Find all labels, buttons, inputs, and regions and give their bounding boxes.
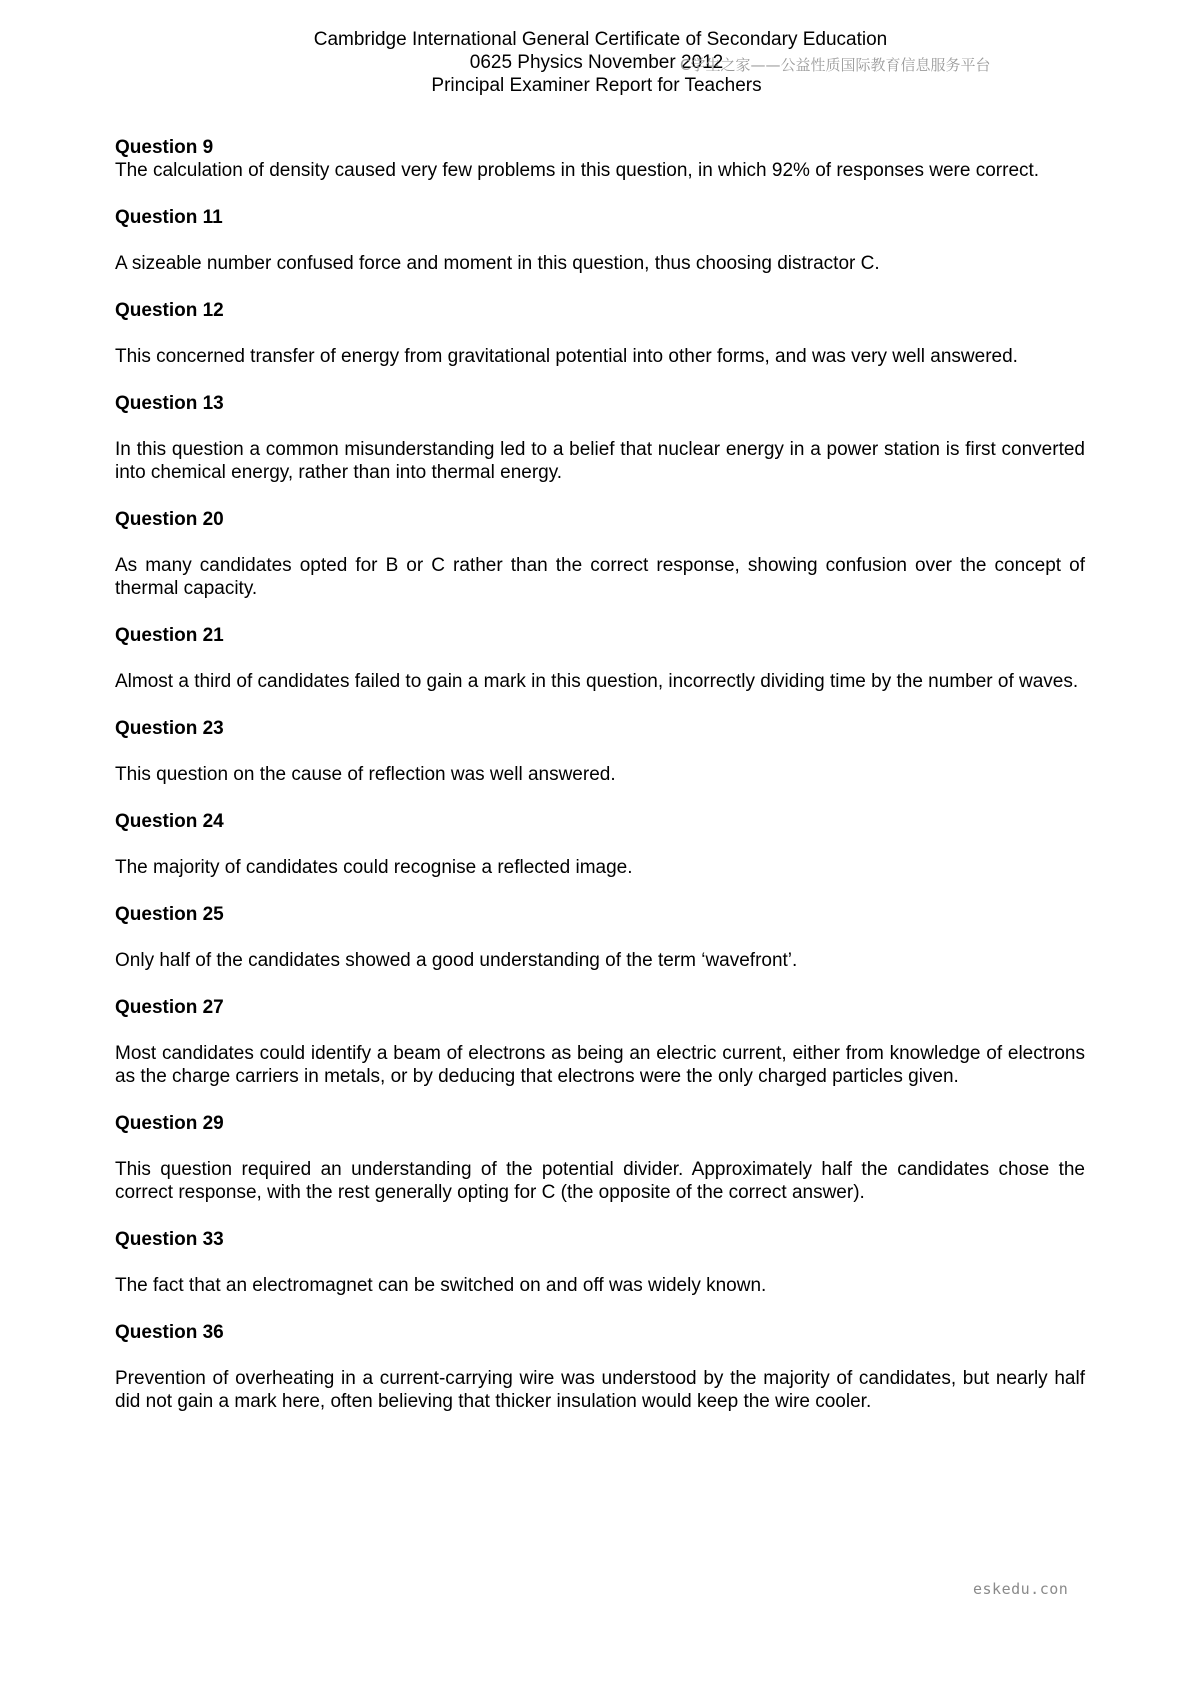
- question-section: [115, 299, 1085, 368]
- question-comment: A sizeable number confused force and moment in this question, thus choosing distractor C.: [115, 253, 880, 274]
- question-comment: This concerned transfer of energy from gravitational potential into other forms, and was very well answered.: [115, 346, 1018, 367]
- question-heading: Question 21: [115, 625, 224, 646]
- question-section: [115, 136, 1085, 182]
- question-heading: Question 23: [115, 718, 224, 739]
- question-comment: Only half of the candidates showed a good understanding of the term ‘wavefront’.: [115, 950, 798, 971]
- question-heading: Question 36: [115, 1322, 224, 1343]
- question-section: [115, 206, 1085, 275]
- question-heading: Question 20: [115, 509, 224, 530]
- question-comment: The calculation of density caused very few problems in this question, in which 92% of responses were correct.: [115, 160, 1040, 181]
- question-section: [115, 508, 1085, 600]
- question-heading: Question 25: [115, 904, 224, 925]
- question-section: [115, 1228, 1085, 1297]
- question-comment: Prevention of overheating in a current-carrying wire was understood by the majority of candidates, but nearly half did not gain a mark here, often believing that thicker insulation would keep the wire cooler.: [115, 1368, 1085, 1412]
- question-section: [115, 392, 1085, 484]
- question-section: [115, 717, 1085, 786]
- question-section: [115, 1112, 1085, 1204]
- header-report-type: Principal Examiner Report for Teachers: [431, 75, 762, 96]
- question-heading: Question 24: [115, 811, 224, 832]
- page-header: [0, 28, 1191, 97]
- header-watermark: C学生之家——公益性质国际教育信息服务平台: [680, 56, 991, 74]
- question-comment: The fact that an electromagnet can be switched on and off was widely known.: [115, 1275, 767, 1296]
- question-comment: Almost a third of candidates failed to gain a mark in this question, incorrectly dividing time by the number of waves.: [115, 671, 1079, 692]
- question-heading: Question 13: [115, 393, 224, 414]
- question-comment: In this question a common misunderstanding led to a belief that nuclear energy in a power station is first converted into chemical energy, rather than into thermal energy.: [115, 439, 1085, 483]
- footer-site-mark: eskedu.con: [973, 1580, 1069, 1598]
- question-heading: Question 11: [115, 207, 223, 228]
- header-title: Cambridge International General Certificate of Secondary Education: [313, 29, 888, 50]
- question-heading: Question 27: [115, 997, 224, 1018]
- question-heading: Question 33: [115, 1229, 224, 1250]
- question-comment: The majority of candidates could recognise a reflected image.: [115, 857, 633, 878]
- header-subject: 0625 Physics November 2012: [469, 52, 724, 73]
- question-comment: This question required an understanding of the potential divider. Approximately half the candidates chose the correct response, with the rest generally opting for C (the opposite of the correct answer).: [115, 1159, 1085, 1203]
- question-comment: As many candidates opted for B or C rather than the correct response, showing confusion over the concept of thermal capacity.: [115, 555, 1085, 599]
- question-comment: Most candidates could identify a beam of electrons as being an electric current, either from knowledge of electrons as the charge carriers in metals, or by deducing that electrons were the only charged particles given.: [115, 1043, 1085, 1087]
- question-heading: Question 12: [115, 300, 224, 321]
- question-section: [115, 996, 1085, 1088]
- question-section: [115, 810, 1085, 879]
- question-section: [115, 1321, 1085, 1413]
- question-comment: This question on the cause of reflection was well answered.: [115, 764, 616, 785]
- question-heading: Question 9: [115, 137, 214, 158]
- question-heading: Question 29: [115, 1113, 224, 1134]
- report-body: [115, 136, 1085, 1437]
- question-section: [115, 624, 1085, 693]
- question-section: [115, 903, 1085, 972]
